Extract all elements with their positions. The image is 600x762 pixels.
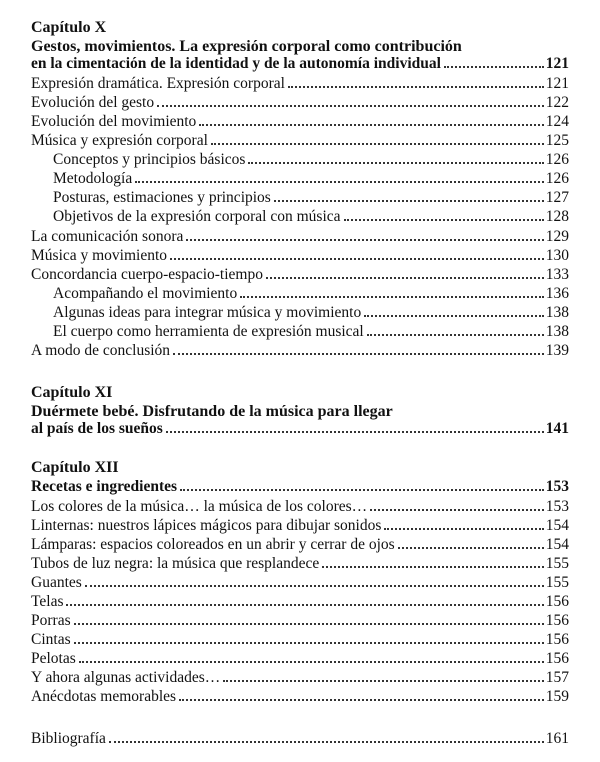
toc-entry[interactable] xyxy=(31,131,569,150)
entry-title: Metodología xyxy=(53,170,133,187)
toc-subentry[interactable] xyxy=(53,284,569,303)
dot-leader xyxy=(367,334,544,336)
entry-page: 133 xyxy=(545,266,569,283)
dot-leader xyxy=(170,258,544,260)
entry-page: 139 xyxy=(545,342,569,359)
dot-leader xyxy=(398,547,544,549)
entry-page: 121 xyxy=(545,55,569,72)
entry-title: Evolución del gesto xyxy=(31,94,155,111)
entry-title: Algunas ideas para integrar música y movimiento xyxy=(53,304,362,321)
entry-title: Anécdotas memorables xyxy=(31,688,177,705)
entry-page: 154 xyxy=(545,517,569,534)
entry-page: 128 xyxy=(545,208,569,225)
entry-title: Linternas: nuestros lápices mágicos para dibujar sonidos xyxy=(31,517,382,534)
dot-leader xyxy=(240,296,544,298)
chapter-label: Capítulo X xyxy=(31,19,107,36)
entry-title: Y ahora algunas actividades… xyxy=(31,669,221,686)
entry-title: Bibliografía xyxy=(31,730,106,747)
entry-page: 155 xyxy=(545,555,569,572)
entry-title: El cuerpo como herramienta de expresión musical xyxy=(53,323,364,340)
toc-subentry[interactable] xyxy=(53,188,569,207)
entry-title: Objetivos de la expresión corporal con música xyxy=(53,208,341,225)
entry-title: Lámparas: espacios coloreados en un abrir y cerrar de ojos xyxy=(31,536,395,553)
dot-leader xyxy=(66,604,543,606)
toc-entry[interactable] xyxy=(31,592,569,611)
dot-leader xyxy=(157,105,544,107)
entry-page: 129 xyxy=(545,228,569,245)
entry-title: Música y expresión corporal xyxy=(31,132,208,149)
entry-page: 127 xyxy=(545,189,569,206)
dot-leader xyxy=(370,509,544,511)
chapter-title: Gestos, movimientos. La expresión corporal como contribución xyxy=(31,38,462,55)
toc-subentry[interactable] xyxy=(53,169,569,188)
dot-leader xyxy=(180,489,544,491)
entry-title: Telas xyxy=(31,593,64,610)
toc-subentry[interactable] xyxy=(53,322,569,341)
dot-leader xyxy=(166,431,544,433)
toc-entry[interactable] xyxy=(31,573,569,592)
dot-leader xyxy=(364,315,544,317)
entry-title: Recetas e ingredientes xyxy=(31,478,178,495)
toc-subentry[interactable] xyxy=(53,207,569,226)
dot-leader xyxy=(74,623,544,625)
entry-page: 156 xyxy=(545,650,569,667)
entry-page: 155 xyxy=(545,574,569,591)
entry-page: 153 xyxy=(545,498,569,515)
chapter-label: Capítulo XI xyxy=(31,384,113,401)
toc-entry[interactable] xyxy=(31,611,569,630)
entry-title: A modo de conclusión xyxy=(31,342,171,359)
toc-entry[interactable] xyxy=(31,112,569,131)
entry-title: Pelotas xyxy=(31,650,76,667)
dot-leader xyxy=(288,86,544,88)
entry-page: 121 xyxy=(545,75,569,92)
dot-leader xyxy=(199,124,543,126)
dot-leader xyxy=(79,661,544,663)
entry-page: 124 xyxy=(545,113,569,130)
dot-leader xyxy=(85,585,544,587)
entry-page: 126 xyxy=(545,151,569,168)
toc-entry[interactable] xyxy=(31,93,569,112)
entry-page: 156 xyxy=(545,593,569,610)
entry-page: 156 xyxy=(545,612,569,629)
toc-entry[interactable] xyxy=(31,497,569,516)
toc-entry[interactable] xyxy=(31,554,569,573)
entry-page: 138 xyxy=(545,304,569,321)
entry-title: Tubos de luz negra: la música que resplandece xyxy=(31,555,320,572)
dot-leader xyxy=(384,528,543,530)
dot-leader xyxy=(109,741,544,743)
toc-entry[interactable] xyxy=(31,687,569,706)
dot-leader xyxy=(266,277,544,279)
entry-title: Expresión dramática. Expresión corporal xyxy=(31,75,285,92)
dot-leader xyxy=(135,181,544,183)
dot-leader xyxy=(173,353,544,355)
dot-leader xyxy=(223,680,544,682)
entry-page: 157 xyxy=(545,669,569,686)
dot-leader xyxy=(179,699,544,701)
toc-entry[interactable] xyxy=(31,477,569,496)
entry-page: 130 xyxy=(545,247,569,264)
entry-page: 159 xyxy=(545,688,569,705)
entry-title: al país de los sueños xyxy=(31,420,163,437)
toc-entry[interactable] xyxy=(31,246,569,265)
toc-subentry[interactable] xyxy=(53,150,569,169)
dot-leader xyxy=(186,239,543,241)
entry-title: Evolución del movimiento xyxy=(31,113,197,130)
entry-page: 136 xyxy=(545,285,569,302)
chapter-title: Duérmete bebé. Disfrutando de la música para llegar xyxy=(31,403,393,420)
dot-leader xyxy=(344,219,544,221)
entry-page: 126 xyxy=(545,170,569,187)
dot-leader xyxy=(274,200,544,202)
entry-title: Conceptos y principios básicos xyxy=(53,151,246,168)
entry-title: Acompañando el movimiento xyxy=(53,285,238,302)
entry-page: 161 xyxy=(545,730,569,747)
toc-entry[interactable] xyxy=(31,265,569,284)
toc-entry[interactable] xyxy=(31,668,569,687)
toc-entry[interactable] xyxy=(31,419,569,438)
toc-subentry[interactable] xyxy=(53,303,569,322)
dot-leader xyxy=(211,143,544,145)
dot-leader xyxy=(322,566,544,568)
toc-entry[interactable] xyxy=(31,649,569,668)
toc-entry[interactable] xyxy=(31,535,569,554)
entry-page: 154 xyxy=(545,536,569,553)
toc-entry[interactable] xyxy=(31,516,569,535)
toc-entry[interactable] xyxy=(31,227,569,246)
entry-title: Porras xyxy=(31,612,71,629)
entry-page: 156 xyxy=(545,631,569,648)
toc-entry[interactable] xyxy=(31,54,569,73)
dot-leader xyxy=(74,642,544,644)
entry-page: 153 xyxy=(545,478,569,495)
toc-entry[interactable] xyxy=(31,74,569,93)
entry-title: Guantes xyxy=(31,574,82,591)
entry-title: Música y movimiento xyxy=(31,247,168,264)
entry-title: La comunicación sonora xyxy=(31,228,184,245)
dot-leader xyxy=(444,66,544,68)
chapter-label: Capítulo XII xyxy=(31,459,119,476)
toc-entry[interactable] xyxy=(31,341,569,360)
entry-page: 141 xyxy=(545,420,569,437)
entry-page: 122 xyxy=(545,94,569,111)
dot-leader xyxy=(248,162,543,164)
entry-title: Concordancia cuerpo-espacio-tiempo xyxy=(31,266,263,283)
entry-title: en la cimentación de la identidad y de la autonomía individual xyxy=(31,55,441,72)
toc-entry-bibliography[interactable] xyxy=(31,729,569,748)
entry-title: Posturas, estimaciones y principios xyxy=(53,189,271,206)
toc-entry[interactable] xyxy=(31,630,569,649)
entry-title: Cintas xyxy=(31,631,71,648)
entry-page: 125 xyxy=(545,132,569,149)
entry-page: 138 xyxy=(545,323,569,340)
entry-title: Los colores de la música… la música de los colores… xyxy=(31,498,368,515)
